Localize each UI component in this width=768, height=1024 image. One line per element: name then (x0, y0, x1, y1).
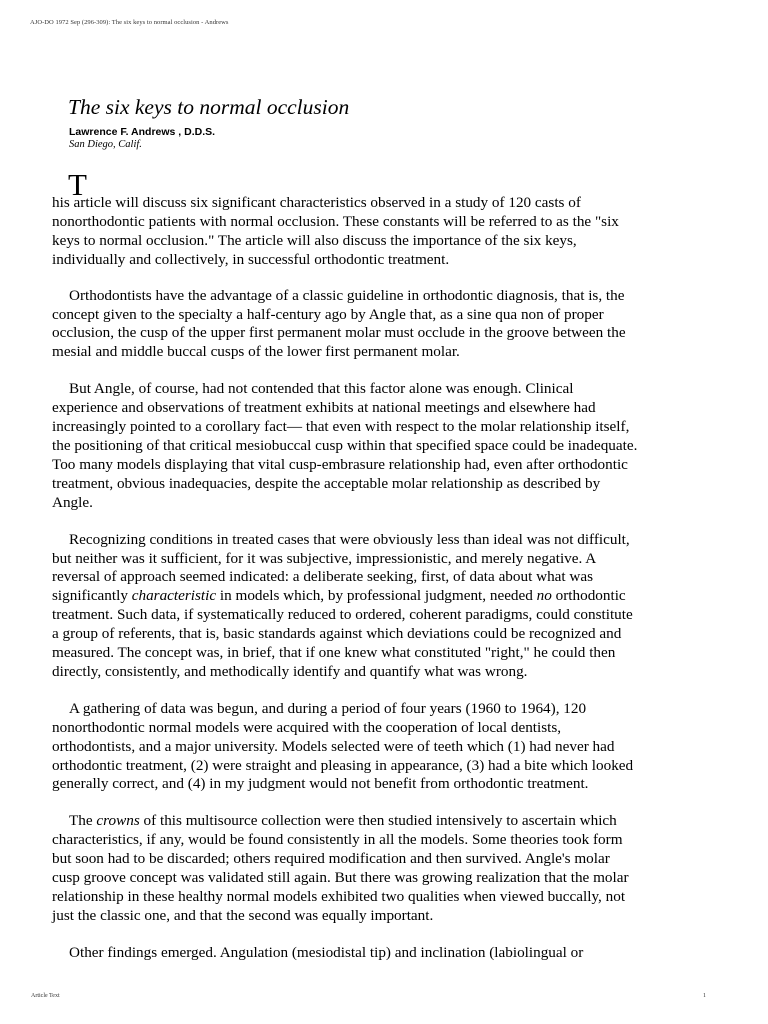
paragraph-4: Recognizing conditions in treated cases that were obviously less than ideal was not difficult, but neither was it sufficient, for it was subjective, impressionistic, and merely negative. A reversal of approach seemed indicated: a deliberate seeking, first, of data about what was significantly characteristic in models which, by professional judgment, needed no orthodontic treatment. Such data, if systematically reduced to ordered, coherent paradigms, could constitute a group of referents, that is, basic standards against which deviations could be recognized and measured. The concept was, in brief, that if one knew what constituted "right," he could then directly, consistently, and methodically identify and quantify what was wrong. (52, 530, 633, 680)
paragraph-6: The crowns of this multisource collection were then studied intensively to ascertain which characteristics, if any, would be found consistently in all the models. Some theories took form but soon had to be discarded; others required modification and then survived. Angle's molar cusp groove concept was validated still again. But there was growing realization that the molar relationship in these healthy normal models exhibited two qualities when viewed buccally, not just the classic one, and that the second was equally important. (52, 812, 629, 924)
author-name: Lawrence F. Andrews , D.D.S. (69, 126, 216, 138)
page-number: 1 (703, 993, 706, 999)
emphasis-no: no (536, 587, 552, 605)
article-title: The six keys to normal occlusion (68, 95, 350, 119)
footer-label: Article Text (31, 993, 60, 999)
paragraph-1: T his article will discuss six significant characteristics observed in a study of 120 casts of nonorthodontic patients with normal occlusion. These constants will be referred to as the "six keys to normal occlusion." The article will also discuss the importance of the six keys, individually and collectively, in successful orthodontic treatment. (52, 176, 712, 270)
emphasis-characteristic: characteristic (131, 587, 217, 605)
running-head: AJO-DO 1972 Sep (296-309): The six keys to normal occlusion - Andrews (30, 19, 229, 26)
paragraph-5: A gathering of data was begun, and during a period of four years (1960 to 1964), 120 nonorthodontic normal models were acquired with the cooperation of local dentists, orthodontists, and a major university. Models selected were of teeth which (1) had never had orthodontic treatment, (2) were straight and pleasing in appearance, (3) had a bite which looked generally correct, and (4) in my judgment would not benefit from orthodontic treatment. (52, 699, 634, 793)
author-affiliation: San Diego, Calif. (69, 139, 142, 150)
paragraph-3: But Angle, of course, had not contended that this factor alone was enough. Clinical experience and observations of treatment exhibits at national meetings and elsewhere had increasingly pointed to a corollary fact— that even with respect to the molar relationship itself, the positioning of that critical mesiobuccal cusp within that specified space could be inadequate. Too many models displaying that vital cusp-embrasure relationship had, even after orthodontic treatment, obvious inadequacies, despite the acceptable molar relationship as described by Angle. (52, 380, 638, 511)
drop-cap: T (68, 167, 87, 202)
article-body (52, 167, 712, 981)
paragraph-7: Other findings emerged. Angulation (mesiodistal tip) and inclination (labiolingual or (69, 943, 584, 961)
paragraph-2: Orthodontists have the advantage of a classic guideline in orthodontic diagnosis, that is, the concept given to the specialty a half-century ago by Angle that, as a sine qua non of proper occlusion, the cusp of the upper first permanent molar must occlude in the groove between the mesial and middle buccal cusps of the lower first permanent molar. (52, 286, 626, 361)
emphasis-crowns: crowns (96, 812, 140, 830)
